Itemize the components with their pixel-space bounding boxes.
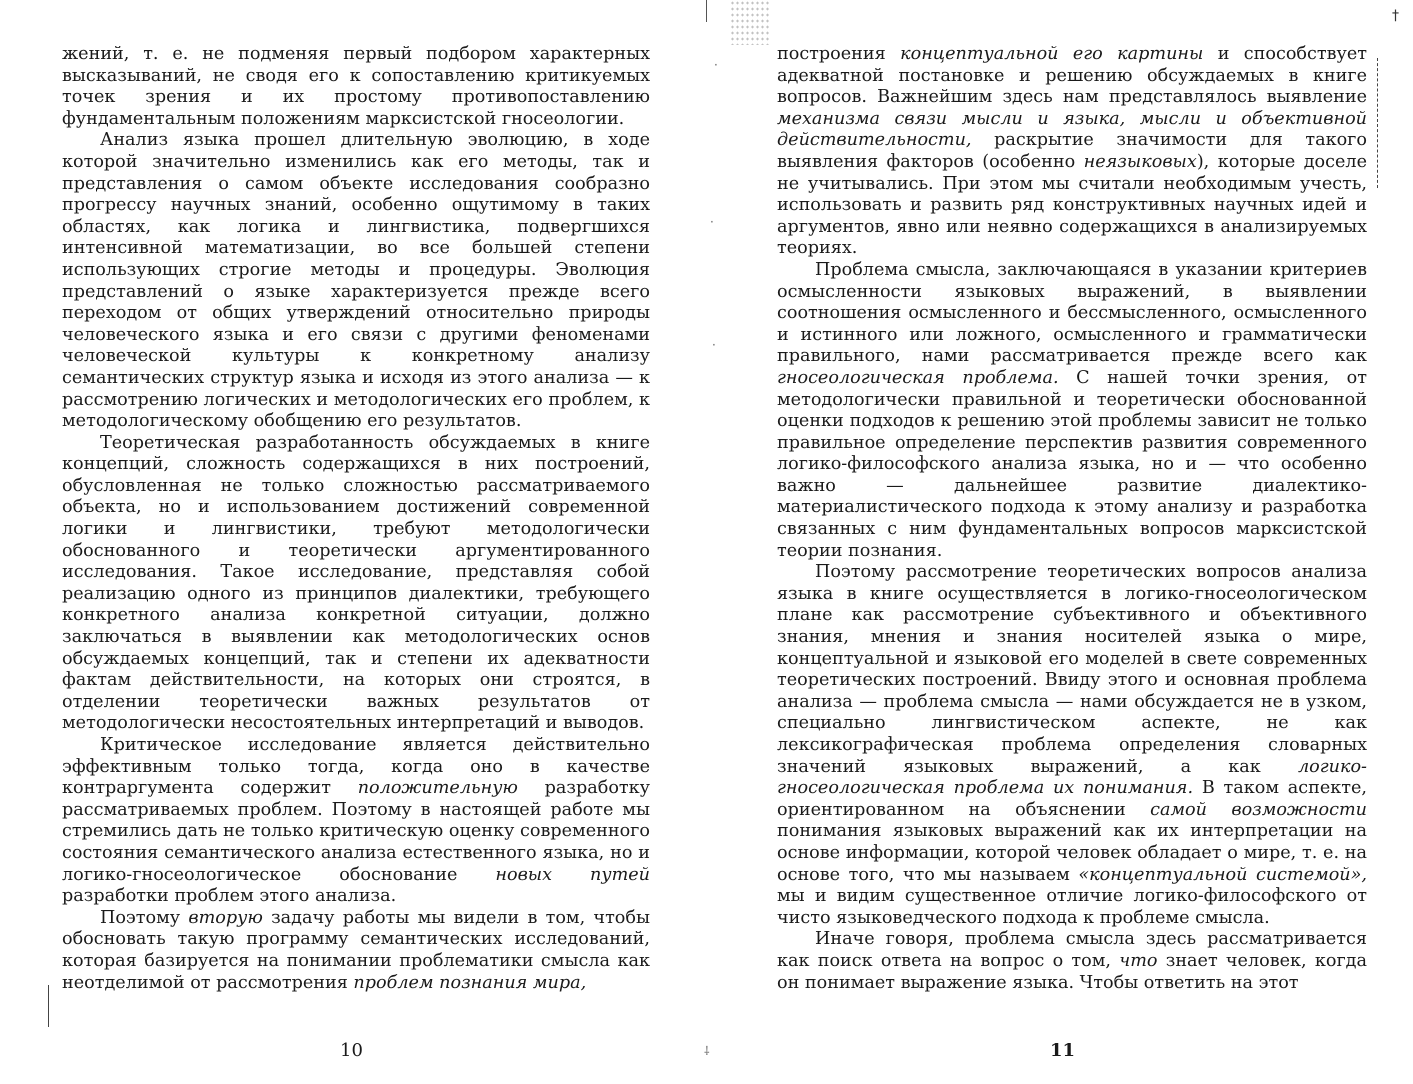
text-segment: задачу работы мы видели в том, чтобы обосновать такую программу семантических исследований, которая базируется на понимании проблематики смысла как неотделимой от рассмотрения	[62, 907, 650, 993]
paragraph	[777, 929, 1367, 994]
paragraph	[777, 44, 1367, 260]
text-segment: Анализ языка прошел длительную эволюцию, в ходе которой значительно изменились как его методы, так и представления о самом объекте исследования сообразно прогрессу научных знаний, особенно ощутимому в таких областях, как логика и лингвистика, подвергшихся интенсивной математизации, во все большей степени использующих строгие методы и процедуры. Эволюция представлений о языке характеризуется прежде всего переходом от общих утверждений относительно природы человеческого языка и его связи с другими феноменами человеческой культуры к конкретному анализу семантических структур языка и исходя из этого анализа — к рассмотрению логических и методологических его проблем, к методологическому обобщению его результатов.	[62, 130, 650, 432]
right-page	[777, 44, 1367, 994]
italic-text-segment: логико-гносеологическая проблема их понимания.	[777, 756, 1367, 799]
text-segment: знает человек, когда он понимает выражение языка. Чтобы ответить на этот	[777, 950, 1367, 993]
text-segment: построения	[777, 44, 901, 64]
text-segment: Теоретическая разработанность обсуждаемых в книге концепций, сложность содержащихся в них построений, обусловленная не только сложностью рассматриваемого объекта, но и использованием достижений современной логики и лингвистики, требуют методологически обоснованного и теоретически аргументированного исследования. Такое исследование, представляя собой реализацию одного из принципов диалектики, требующего конкретного анализа конкретной ситуации, должно заключаться в выявлении как методологических основ обсуждаемых концепций, так и степени их адекватности фактам действительности, на которых они строятся, в отделении теоретически важных результатов от методологически несостоятельных интерпретаций и выводов.	[62, 432, 650, 734]
paragraph	[62, 130, 650, 432]
text-segment: жений, т. е. не подменяя первый подбором характерных высказываний, не сводя его к сопоставлению критикуемых точек зрения и их простому противопоставлению фундаментальным положениям марксистской гносеологии.	[62, 44, 650, 129]
text-segment: и способствует адекватной постановке и решению обсуждаемых в книге вопросов. Важнейшим здесь нам представлялось выявление	[777, 44, 1367, 108]
gutter-line	[706, 0, 707, 22]
text-segment: Поэтому	[100, 907, 189, 928]
paragraph	[62, 433, 650, 735]
italic-text-segment: гносеологическая проблема.	[777, 367, 1059, 388]
text-segment: С нашей точки зрения, от методологически правильной и теоретически обоснованной оценки подходов к решению этой проблемы зависит не только правильное определение перспектив развития современного логико-философского анализа языка, но и — что особенно важно — дальнейшее развитие диалектико-материалистического подхода к этому анализу и разработка связанных с ним фундаментальных вопросов марксистской теории познания.	[777, 367, 1367, 561]
italic-text-segment: что	[1119, 950, 1158, 971]
text-segment: мы и видим существенное отличие логико-философского от чисто языковедческого подхода к проблеме смысла.	[777, 886, 1367, 928]
text-segment: Поэтому рассмотрение теоретических вопросов анализа языка в книге осуществляется в логико-гносеологическом плане как рассмотрение субъективного и объективного знания, мнения и знания носителей языка о мире, концептуальной и языковой его моделей в свете современных теоретических построений. Ввиду этого и основная проблема анализа — проблема смысла — нами обсуждается не в узком, специально лингвистическом аспекте, не как лексикографическая проблема определения словарных значений языковых выражений, а как	[777, 562, 1367, 777]
italic-text-segment: самой возможности	[1150, 799, 1367, 820]
scan-speckle	[730, 0, 770, 45]
italic-text-segment: проблем познания мира,	[353, 972, 587, 993]
italic-text-segment: положительную	[357, 778, 518, 799]
gutter-dot: ⸸	[704, 1044, 710, 1058]
text-segment: В таком аспекте, ориентированном на объяснении	[777, 778, 1368, 820]
text-segment: ), которые доселе не учитывались. При этом мы считали необходимым учесть, использовать и развить ряд конструктивных научных идей и аргументов, явно или неявно содержащихся в анализируемых теориях.	[777, 151, 1367, 259]
left-page-text	[62, 44, 650, 994]
text-segment: разработку рассматриваемых проблем. Поэтому в настоящей работе мы стремились дать не только критическую оценку современного состояния семантического анализа естественного языка, но и логико-гносеологическое обоснование	[62, 778, 650, 885]
margin-mark-right	[1377, 58, 1380, 188]
italic-text-segment: «концептуальной системой»,	[1078, 864, 1367, 885]
corner-mark: †	[1392, 8, 1399, 24]
page-number-right: 11	[1050, 1040, 1076, 1061]
text-segment: разработки проблем этого анализа.	[62, 886, 397, 907]
text-segment: Проблема смысла, заключающаяся в указании критериев осмысленности языковых выражений, в выявлении соотношения осмысленного и бессмысленного, осмысленного и истинного или ложного, осмысленного и грамматически правильного, нами рассматривается прежде всего как	[777, 259, 1367, 367]
italic-text-segment: концептуальной его картины	[900, 44, 1204, 64]
left-page	[62, 44, 650, 994]
italic-text-segment: новых путей	[495, 864, 650, 885]
paragraph	[62, 908, 650, 994]
paragraph	[62, 44, 650, 130]
page-number-left: 10	[340, 1040, 363, 1061]
gutter-dot: ·	[712, 338, 716, 352]
text-segment: Критическое исследование является действительно эффективным только тогда, когда оно в качестве контраргумента содержит	[62, 735, 650, 799]
paragraph	[62, 735, 650, 908]
italic-text-segment: вторую	[188, 907, 263, 928]
gutter-dot: ·	[710, 215, 714, 229]
text-segment: Иначе говоря, проблема смысла здесь рассматривается как поиск ответа на вопрос о том,	[777, 929, 1367, 971]
right-page-text	[777, 44, 1367, 994]
text-segment: понимания языковых выражений как их интерпретации на основе информации, которой человек обладает о мире, т. е. на основе того, что мы называем	[777, 821, 1367, 885]
italic-text-segment: механизма связи мысли и языка, мысли и объективной действительности,	[777, 108, 1367, 151]
gutter-dot: ·	[714, 58, 718, 72]
paragraph	[777, 562, 1367, 929]
italic-text-segment: неязыковых	[1083, 151, 1197, 172]
text-segment: раскрытие значимости для такого выявления факторов (особенно	[777, 130, 1367, 172]
margin-mark-left	[48, 985, 49, 1027]
paragraph	[777, 260, 1367, 562]
